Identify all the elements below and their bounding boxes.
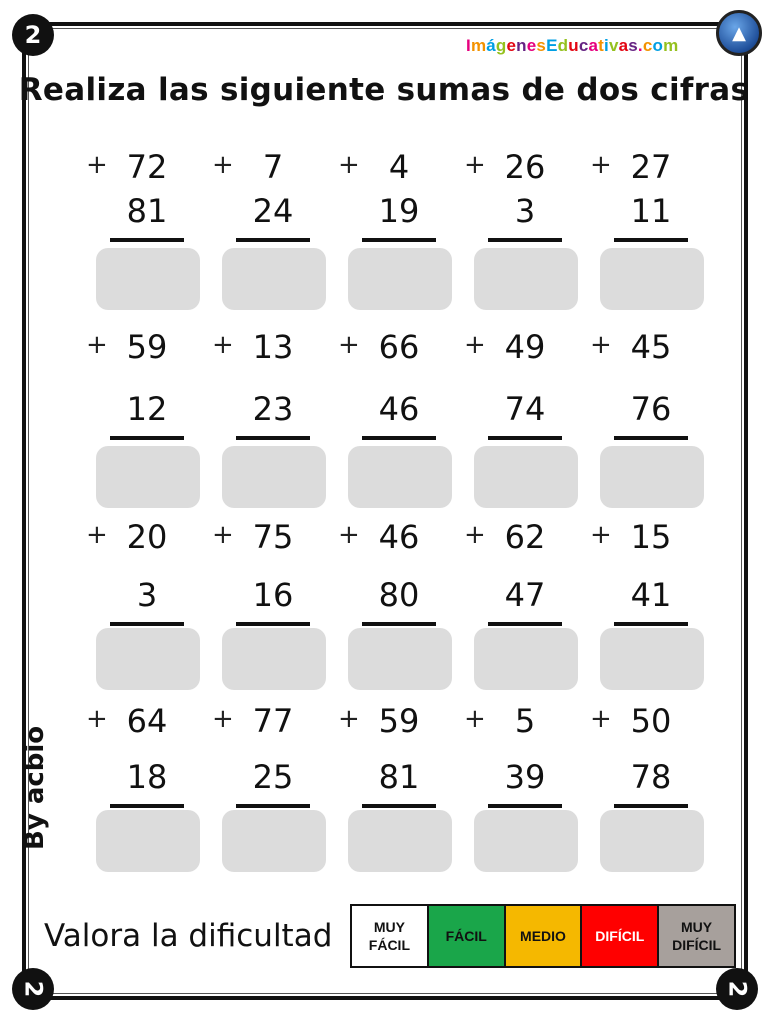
answer-box[interactable] <box>600 248 704 310</box>
plus-sign: + <box>464 704 486 734</box>
sum-line <box>488 436 562 440</box>
answer-box[interactable] <box>600 446 704 508</box>
plus-sign: + <box>212 330 234 360</box>
addend-top: 64 <box>126 702 168 740</box>
addend-bottom: 46 <box>378 390 420 428</box>
plus-sign: + <box>86 150 108 180</box>
answer-box[interactable] <box>96 628 200 690</box>
sum-line <box>614 804 688 808</box>
addend-top: 49 <box>504 328 546 366</box>
addend-top: 7 <box>262 148 284 186</box>
sum-line <box>236 436 310 440</box>
addend-top: 20 <box>126 518 168 556</box>
answer-box[interactable] <box>600 628 704 690</box>
plus-sign: + <box>86 520 108 550</box>
worksheet-title: Realiza las siguiente sumas de dos cifras <box>18 72 750 108</box>
site-watermark-letter: u <box>568 36 579 55</box>
addend-bottom: 78 <box>630 758 672 796</box>
answer-box[interactable] <box>222 628 326 690</box>
addend-bottom: 39 <box>504 758 546 796</box>
difficulty-option[interactable]: MUY DIFÍCIL <box>659 906 734 966</box>
addend-top: 66 <box>378 328 420 366</box>
addend-top: 15 <box>630 518 672 556</box>
addend-bottom: 41 <box>630 576 672 614</box>
answer-box[interactable] <box>348 810 452 872</box>
addend-bottom: 16 <box>252 576 294 614</box>
sum-line <box>614 238 688 242</box>
addend-bottom: 74 <box>504 390 546 428</box>
addend-top: 72 <box>126 148 168 186</box>
addend-top: 27 <box>630 148 672 186</box>
site-watermark-letter: I <box>466 36 471 55</box>
answer-box[interactable] <box>222 248 326 310</box>
addend-bottom: 23 <box>252 390 294 428</box>
addend-top: 46 <box>378 518 420 556</box>
answer-box[interactable] <box>600 810 704 872</box>
sum-line <box>362 436 436 440</box>
plus-sign: + <box>338 704 360 734</box>
site-watermark-letter: c <box>578 36 589 55</box>
site-watermark-letter: t <box>598 36 604 55</box>
site-watermark-letter: s <box>536 36 547 55</box>
plus-sign: + <box>86 704 108 734</box>
site-watermark-letter: a <box>618 36 629 55</box>
plus-sign: + <box>464 330 486 360</box>
sum-line <box>110 436 184 440</box>
answer-box[interactable] <box>96 446 200 508</box>
addend-top: 62 <box>504 518 546 556</box>
sum-line <box>488 622 562 626</box>
author-logo-icon: ▲ <box>716 10 762 56</box>
sum-line <box>110 804 184 808</box>
difficulty-option[interactable]: MEDIO <box>506 906 583 966</box>
plus-sign: + <box>212 704 234 734</box>
sum-line <box>488 804 562 808</box>
site-watermark-letter: s <box>628 36 638 55</box>
sum-line <box>110 238 184 242</box>
addend-top: 45 <box>630 328 672 366</box>
plus-sign: + <box>86 330 108 360</box>
addend-top: 13 <box>252 328 294 366</box>
addend-top: 75 <box>252 518 294 556</box>
plus-sign: + <box>464 520 486 550</box>
sum-line <box>614 622 688 626</box>
answer-box[interactable] <box>474 628 578 690</box>
answer-box[interactable] <box>474 810 578 872</box>
site-watermark-letter: E <box>546 36 558 55</box>
difficulty-rating-label: Valora la dificultad <box>44 918 333 954</box>
plus-sign: + <box>590 704 612 734</box>
sum-line <box>488 238 562 242</box>
corner-ornament-bottom-left: 2 <box>12 968 54 1010</box>
site-watermark-letter: n <box>516 36 527 55</box>
answer-box[interactable] <box>348 248 452 310</box>
plus-sign: + <box>590 520 612 550</box>
addend-bottom: 81 <box>126 192 168 230</box>
answer-box[interactable] <box>96 810 200 872</box>
addend-bottom: 24 <box>252 192 294 230</box>
addend-top: 26 <box>504 148 546 186</box>
site-watermark-letter: v <box>608 36 619 55</box>
addend-top: 77 <box>252 702 294 740</box>
site-watermark-letter: m <box>663 36 679 55</box>
addend-bottom: 25 <box>252 758 294 796</box>
site-watermark-letter: c <box>642 36 653 55</box>
addend-top: 59 <box>378 702 420 740</box>
addend-bottom: 3 <box>514 192 536 230</box>
addend-top: 59 <box>126 328 168 366</box>
answer-box[interactable] <box>474 446 578 508</box>
site-watermark-letter: o <box>652 36 664 55</box>
sum-line <box>614 436 688 440</box>
sum-line <box>362 238 436 242</box>
plus-sign: + <box>338 520 360 550</box>
sum-line <box>362 622 436 626</box>
sum-line <box>236 622 310 626</box>
plus-sign: + <box>590 330 612 360</box>
difficulty-option[interactable]: FÁCIL <box>429 906 506 966</box>
difficulty-option[interactable]: MUY FÁCIL <box>352 906 429 966</box>
sum-line <box>110 622 184 626</box>
addend-top: 5 <box>514 702 536 740</box>
addend-bottom: 81 <box>378 758 420 796</box>
plus-sign: + <box>212 150 234 180</box>
addend-bottom: 3 <box>136 576 158 614</box>
plus-sign: + <box>338 150 360 180</box>
plus-sign: + <box>212 520 234 550</box>
difficulty-rating-scale <box>350 904 736 968</box>
addend-top: 4 <box>388 148 410 186</box>
plus-sign: + <box>590 150 612 180</box>
site-watermark-letter: a <box>588 36 599 55</box>
site-watermark-letter: d <box>557 36 569 55</box>
addend-bottom: 11 <box>630 192 672 230</box>
corner-ornament-bottom-right: 2 <box>716 968 758 1010</box>
plus-sign: + <box>464 150 486 180</box>
addend-bottom: 47 <box>504 576 546 614</box>
answer-box[interactable] <box>474 248 578 310</box>
addend-bottom: 19 <box>378 192 420 230</box>
site-watermark-letter: á <box>486 36 496 55</box>
addend-bottom: 18 <box>126 758 168 796</box>
answer-box[interactable] <box>348 628 452 690</box>
site-watermark-letter: m <box>470 36 487 55</box>
addend-top: 50 <box>630 702 672 740</box>
sum-line <box>236 238 310 242</box>
answer-box[interactable] <box>222 810 326 872</box>
difficulty-option[interactable]: DIFÍCIL <box>582 906 659 966</box>
sum-line <box>236 804 310 808</box>
addend-bottom: 12 <box>126 390 168 428</box>
site-watermark-letter: e <box>526 36 537 55</box>
answer-box[interactable] <box>222 446 326 508</box>
answer-box[interactable] <box>348 446 452 508</box>
site-watermark-letter: . <box>637 36 643 55</box>
sum-line <box>362 804 436 808</box>
answer-box[interactable] <box>96 248 200 310</box>
addend-bottom: 76 <box>630 390 672 428</box>
page-number-badge: 2 <box>12 14 54 56</box>
site-watermark-letter: e <box>506 36 517 55</box>
addend-bottom: 80 <box>378 576 420 614</box>
site-watermark-letter: i <box>604 36 609 55</box>
plus-sign: + <box>338 330 360 360</box>
author-byline: By acbio <box>20 725 50 850</box>
site-watermark-letter: g <box>495 36 507 55</box>
